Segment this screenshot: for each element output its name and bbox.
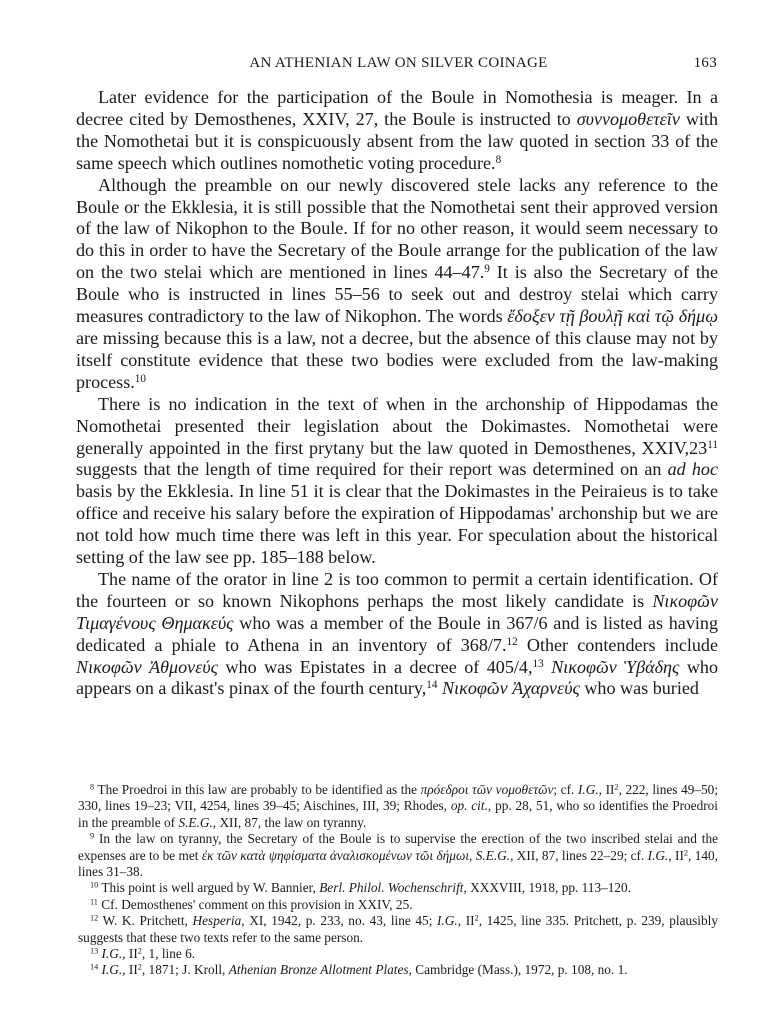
italic-text: Athenian Bronze Allotment Plates	[228, 962, 409, 978]
text: , II	[457, 913, 475, 929]
running-title: AN ATHENIAN LAW ON SILVER COINAGE	[249, 55, 548, 71]
italic-text: op. cit.	[450, 798, 488, 814]
footnote-ref: 14	[426, 679, 438, 692]
text: , II	[668, 847, 684, 863]
greek-text: Νικοφῶν Ἀχαρνεύς	[442, 678, 580, 699]
italic-text: I.G.	[647, 847, 669, 863]
text: Later evidence for the participation of the Boule in Nomothesia is meager. In a decree cited by Demosthenes, XXIV, 27, the Boule is instructed to	[76, 87, 718, 129]
text: In the law on tyranny, the Secretary of the Boule is to supervise the erection of the two inscribed stelai and the expenses are to be met	[78, 831, 718, 863]
text: who was buried	[579, 678, 699, 699]
text: Cf. Demosthenes' comment on this provision in XXIV, 25.	[97, 896, 413, 912]
footnote-ref: 10	[134, 372, 147, 385]
footnote-number: 14	[90, 962, 99, 972]
text: ,	[469, 847, 476, 863]
footnote-number: 13	[90, 946, 99, 956]
superscript: 2	[683, 848, 689, 858]
text: , 1, line 6.	[141, 946, 196, 962]
greek-text: Νικοφῶν Ἀθμονεύς	[76, 656, 218, 677]
text: , 222, lines 49–50; 330, lines 19–23; VII, 4254, lines 39–45; Aischines, III, 39; Rhodes,	[78, 782, 719, 814]
superscript: 2	[137, 946, 142, 956]
text: The name of the orator in line 2 is too common to permit a certain identification. Of the fourteen or so known Nikophons perhaps the most likely candidate is	[76, 568, 718, 611]
paragraph-3	[76, 394, 718, 569]
text: , II	[122, 962, 138, 978]
footnote-9	[78, 831, 718, 880]
italic-text: Hesperia	[192, 913, 242, 929]
footnote-8	[78, 782, 718, 831]
greek-text: συννομοθετεῖν	[576, 108, 680, 129]
paragraph-4	[76, 569, 718, 700]
text: who was a member of the Boule in 367/6 and is listed as having dedicated a phiale to Athena in an inventory of 368/7.	[76, 612, 719, 655]
footnote-number: 10	[90, 880, 99, 890]
footnote-number: 8	[90, 782, 95, 792]
greek-text: ἐκ τῶν κατὰ ψηφίσματα ἀναλισκομένων τῶι δήμωι	[201, 847, 470, 863]
footnotes	[78, 782, 718, 979]
italic-text: ad hoc	[667, 459, 718, 480]
text: suggests that the length of time required for their report was determined on an	[76, 459, 668, 480]
italic-text: S.E.G.	[475, 847, 511, 863]
text: , 1425, line 335. Pritchett, p. 239, plausibly suggests that these two texts refer to the same person.	[78, 913, 718, 945]
superscript: 2	[474, 913, 479, 923]
footnote-number: 11	[90, 897, 98, 907]
text: , XI, 1942, p. 233, no. 43, line 45;	[241, 913, 438, 929]
text: ; cf.	[553, 782, 578, 797]
text: , II	[122, 946, 138, 962]
text: The Proedroi in this law are probably to be identified as the	[94, 782, 421, 797]
running-head	[80, 55, 717, 77]
footnote-number: 12	[90, 913, 99, 923]
text: , II	[598, 782, 615, 797]
greek-text: Νικοφῶν Τιμαγένους Θημακεύς	[76, 590, 718, 633]
italic-text: I.G.	[437, 913, 458, 929]
text: It is also the Secretary of the Boule who is instructed in lines 55–56 to seek out and destroy stelai which carry measures contradictory to the law of Nikophon. The words	[76, 262, 718, 327]
text: Although the preamble on our newly discovered stele lacks any reference to the Boule or the Ekklesia, it is still possible that the Nomothetai sent their approved version of the law of Nikophon to the Boule. If for no other reason, it would seem necessary to do this in order to have the Secretary of the Boule arrange for the publication of the law on the two stelai which are mentioned in lines 44–47.	[76, 174, 718, 283]
paragraph-1	[76, 87, 718, 175]
italic-text: I.G.	[577, 782, 599, 797]
text: with the Nomothetai but it is conspicuously absent from the law quoted in section 33 of the same speech which outlines nomothetic voting procedure.	[76, 108, 718, 173]
greek-text: ἔδοξεν τῇ βουλῇ καὶ τῷ δήμῳ	[507, 306, 718, 327]
italic-text: S.E.G.	[178, 814, 213, 830]
footnote-11	[78, 897, 718, 913]
footnote-ref: 13	[532, 657, 544, 670]
italic-text: I.G.	[98, 946, 123, 962]
text: , pp. 28, 51, who so identifies the Proedroi in the preamble of	[78, 798, 718, 830]
paragraph-2	[76, 175, 718, 394]
superscript: 2	[137, 962, 142, 972]
footnote-ref: 11	[707, 438, 718, 451]
greek-text: Νικοφῶν Ὑβάδης	[551, 656, 680, 677]
italic-text: I.G.	[98, 962, 123, 978]
text: basis by the Ekklesia. In line 51 it is clear that the Dokimastes in the Peiraieus is to take office and receive his salary before the expiration of Hippodamas' archonship but we are not told how much time there was left in this year. For speculation about the historical setting of the law see pp. 185–188 below.	[76, 481, 718, 568]
footnote-14	[78, 962, 718, 978]
text: , XII, 87, the law on tyranny.	[212, 814, 367, 830]
superscript: 2	[614, 782, 619, 792]
greek-text: πρόεδροι τῶν νομοθετῶν	[420, 782, 554, 797]
text: This point is well argued by W. Bannier,	[98, 880, 320, 896]
text: , XII, 87, lines 22–29; cf.	[510, 847, 648, 863]
italic-text: Berl. Philol. Wochenschrift	[319, 880, 464, 896]
text: , 1871; J. Kroll,	[141, 962, 229, 978]
text: , Cambridge (Mass.), 1972, p. 108, no. 1.	[408, 962, 628, 978]
text: There is no indication in the text of when in the archonship of Hippodamas the Nomothetai presented their legislation about the Dokimastes. Nomothetai were generally appointed in the first prytany but the law quoted in Demosthenes, XXIV,23	[76, 393, 718, 458]
text: Other contenders include	[517, 634, 718, 655]
text: , 140, lines 31–38.	[78, 847, 718, 880]
text: W. K. Pritchett,	[98, 913, 193, 929]
footnote-13	[78, 946, 718, 962]
footnote-ref: 12	[506, 635, 518, 648]
main-text	[76, 87, 718, 700]
text: who appears on a dikast's pinax of the fourth century,	[76, 656, 719, 699]
footnote-10	[78, 880, 718, 896]
page-number: 163	[693, 55, 717, 71]
text: are missing because this is a law, not a decree, but the absence of this clause may not by itself constitute evidence that these two bodies were excluded from the law-making process.	[76, 327, 718, 392]
footnote-number: 9	[90, 831, 95, 841]
text: , XXXVIII, 1918, pp. 113–120.	[463, 880, 632, 896]
footnote-ref: 9	[484, 263, 490, 276]
text: who was Epistates in a decree of 405/4,	[218, 656, 533, 677]
footnote-ref: 8	[495, 153, 502, 166]
footnote-12	[78, 913, 718, 946]
